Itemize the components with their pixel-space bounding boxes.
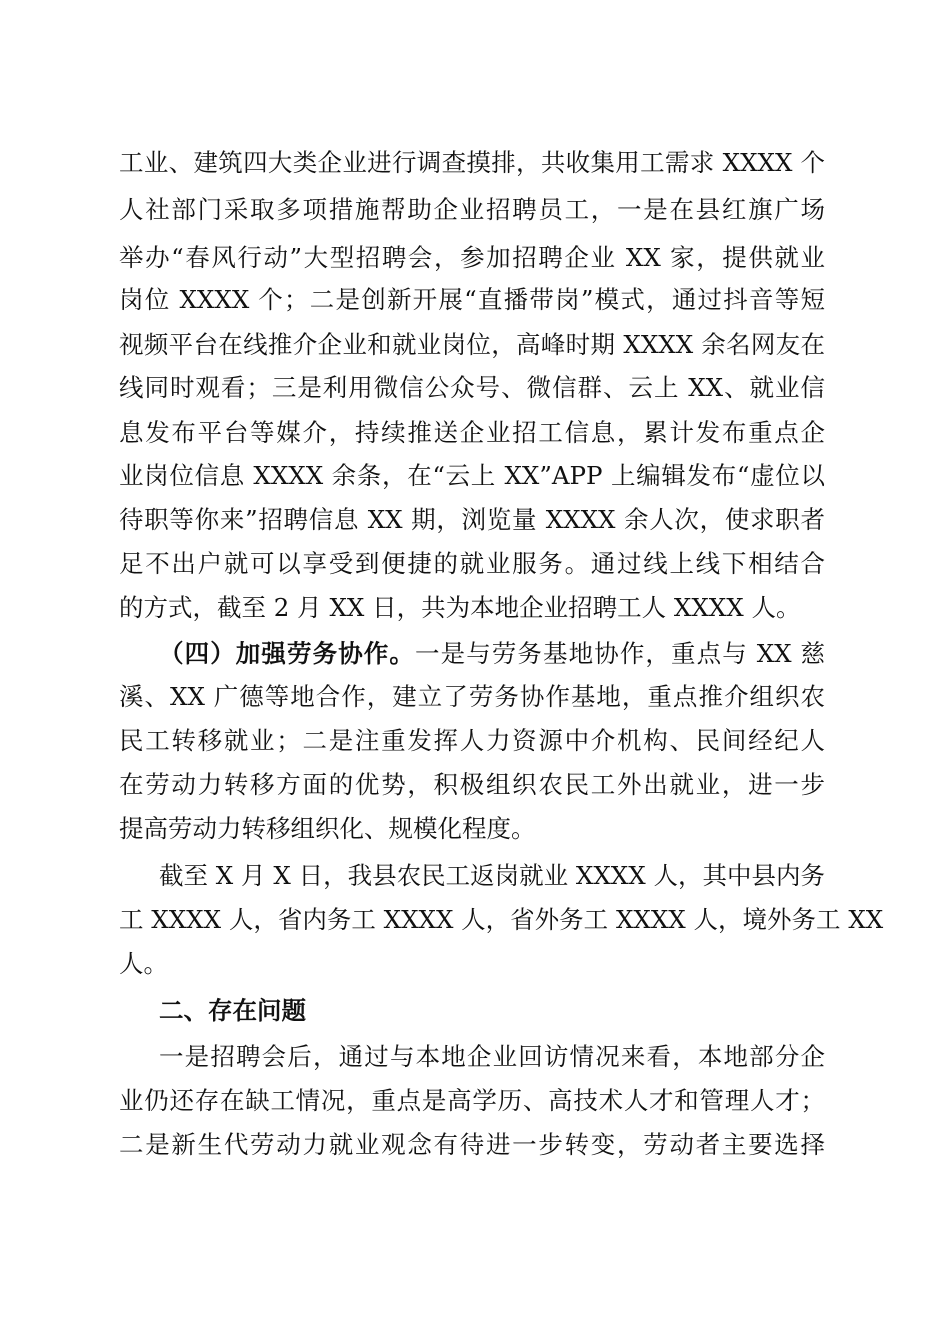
paragraph-1-line: 人社部门采取多项措施帮助企业招聘员工，一是在县红旗广场 (119, 195, 825, 224)
paragraph-1-line: 举办“春风行动”大型招聘会，参加招聘企业 XX 家，提供就业 (119, 243, 825, 272)
paragraph-3-line: 人。 (119, 949, 168, 978)
paragraph-1-line: 线同时观看；三是利用微信公众号、微信群、云上 XX、就业信 (119, 373, 825, 402)
paragraph-1-line: 的方式，截至 2 月 XX 日，共为本地企业招聘工人 XXXX 人。 (119, 593, 801, 622)
paragraph-1-line: 视频平台在线推介企业和就业岗位，高峰时期 XXXX 余名网友在 (119, 330, 825, 359)
paragraph-3-line: 截至 X 月 X 日，我县农民工返岗就业 XXXX 人，其中县内务 (159, 861, 825, 890)
paragraph-1-line: 息发布平台等媒介，持续推送企业招工信息，累计发布重点企 (119, 418, 825, 447)
paragraph-1-line: 待职等你来”招聘信息 XX 期，浏览量 XXXX 余人次，使求职者 (119, 505, 825, 534)
section-4-heading: （四）加强劳务协作。 (159, 639, 416, 668)
paragraph-4-line: 一是招聘会后，通过与本地企业回访情况来看，本地部分企 (159, 1042, 825, 1071)
paragraph-2-line: 在劳动力转移方面的优势，积极组织农民工外出就业，进一步 (119, 770, 825, 799)
paragraph-1-line: 岗位 XXXX 个；二是创新开展“直播带岗”模式，通过抖音等短 (119, 285, 825, 314)
paragraph-4-line: 二是新生代劳动力就业观念有待进一步转变，劳动者主要选择 (119, 1130, 825, 1159)
paragraph-1-line: 业岗位信息 XXXX 余条，在“云上 XX”APP 上编辑发布“虚位以 (119, 461, 825, 490)
paragraph-1-line: 工业、建筑四大类企业进行调查摸排，共收集用工需求 XXXX 个 (119, 148, 825, 177)
paragraph-2-line: 溪、XX 广德等地合作，建立了劳务协作基地，重点推介组织农 (119, 682, 825, 711)
paragraph-3-line: 工 XXXX 人，省内务工 XXXX 人，省外务工 XXXX 人，境外务工 XX (119, 905, 884, 934)
section-heading: 二、存在问题 (159, 996, 306, 1025)
paragraph-2-line: 提高劳动力转移组织化、规模化程度。 (119, 814, 536, 843)
paragraph-2-line (159, 630, 825, 678)
paragraph-1-line: 足不出户就可以享受到便捷的就业服务。通过线上线下相结合 (119, 549, 825, 578)
paragraph-2-line: 民工转移就业；二是注重发挥人力资源中介机构、民间经纪人 (119, 726, 825, 755)
section-4-text: 一是与劳务基地协作，重点与 XX 慈 (415, 639, 825, 668)
paragraph-4-line: 业仍还存在缺工情况，重点是高学历、高技术人才和管理人才； (119, 1086, 825, 1115)
